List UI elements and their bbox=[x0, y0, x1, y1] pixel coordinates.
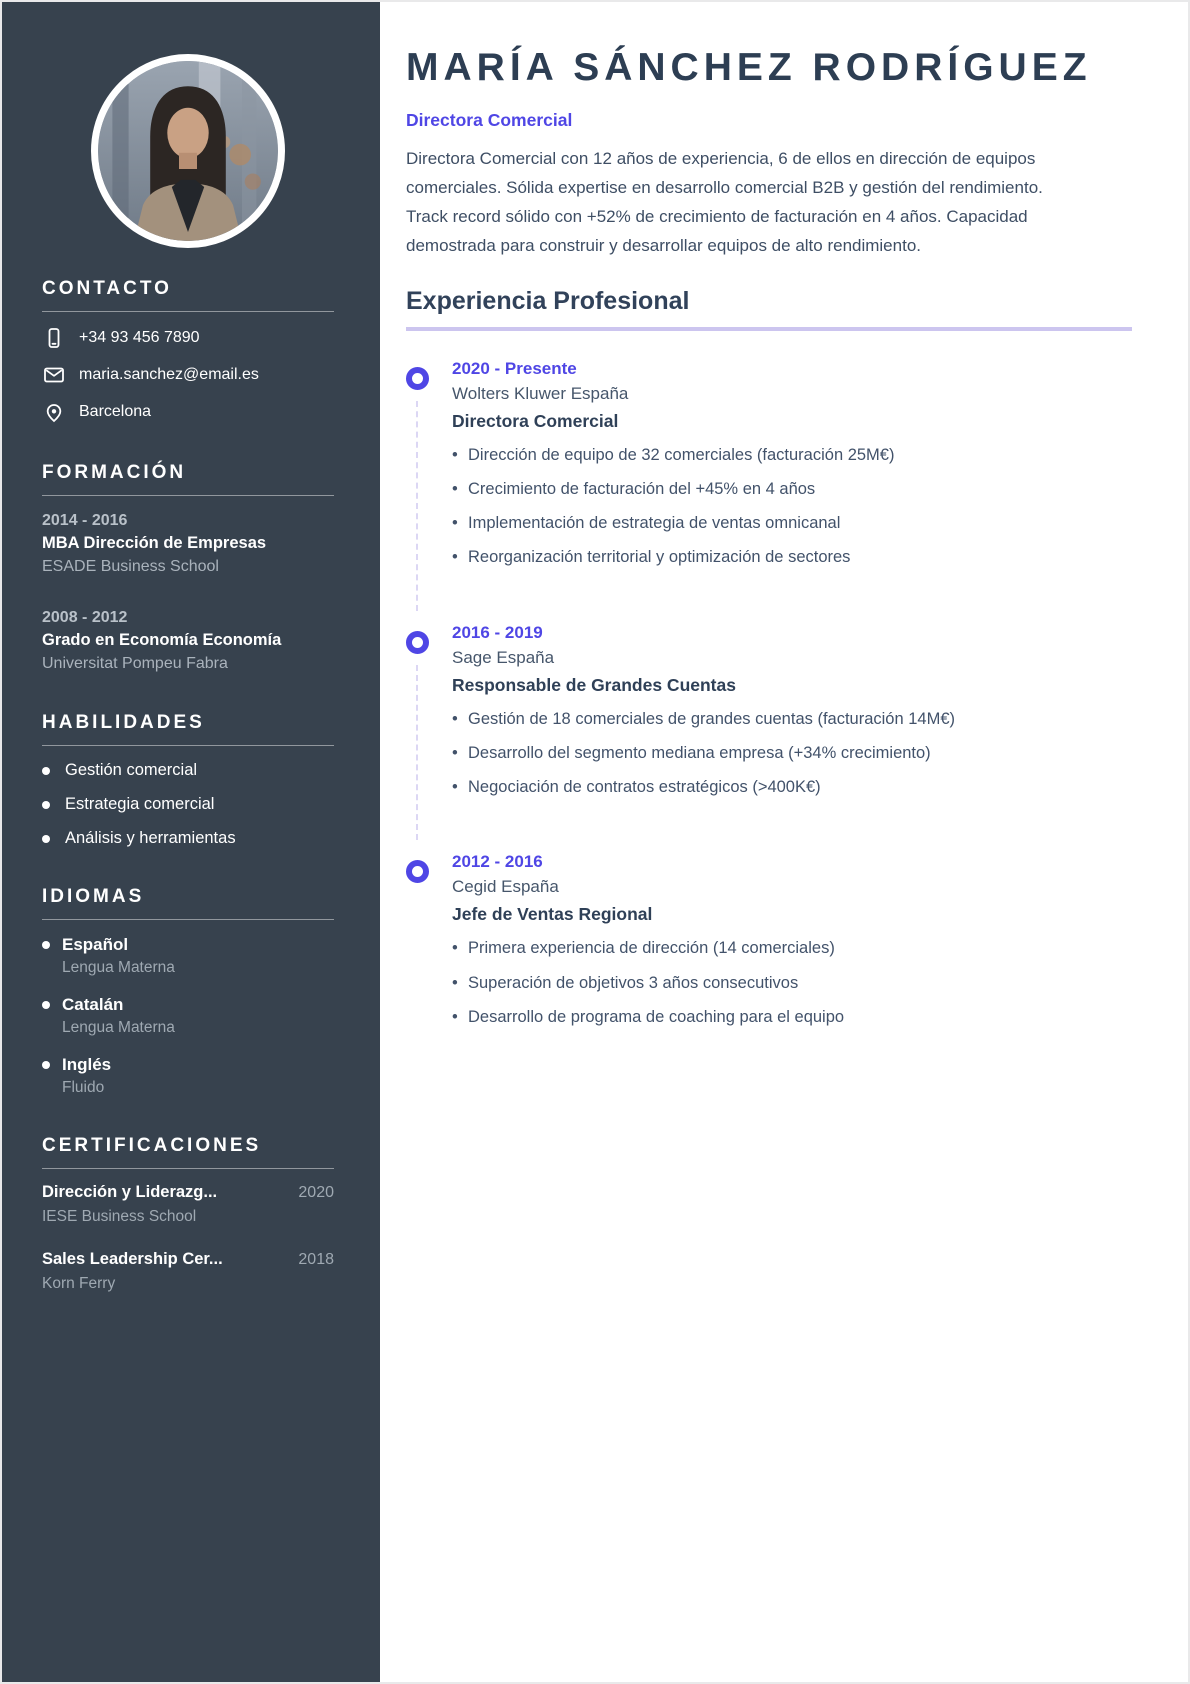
certifications-list bbox=[42, 1183, 334, 1293]
education-item bbox=[42, 510, 334, 577]
experience-heading: Experiencia Profesional bbox=[406, 287, 1132, 331]
divider bbox=[42, 1168, 334, 1169]
skill-item bbox=[42, 829, 334, 848]
language-name: Inglés bbox=[62, 1055, 112, 1074]
divider bbox=[42, 919, 334, 920]
email-icon bbox=[42, 363, 66, 387]
portrait-illustration bbox=[98, 61, 278, 241]
job-bullet: • Crecimiento de facturación del +45% en 4 años bbox=[452, 478, 1132, 500]
language-item bbox=[42, 995, 334, 1037]
location-icon bbox=[42, 400, 66, 424]
contact-list bbox=[42, 326, 334, 424]
education-school: Universitat Pompeu Fabra bbox=[42, 655, 228, 672]
bullet-dot bbox=[42, 801, 50, 809]
certification-issuer: Korn Ferry bbox=[42, 1275, 116, 1292]
experience-entry bbox=[406, 623, 1132, 799]
language-name: Español bbox=[62, 935, 129, 954]
skill-item bbox=[42, 795, 334, 814]
bullet-dot bbox=[42, 767, 50, 775]
contact-section bbox=[42, 278, 334, 424]
language-level: Lengua Materna bbox=[62, 1019, 175, 1036]
bullet-dot bbox=[42, 941, 50, 949]
contact-text: Barcelona bbox=[79, 403, 152, 420]
education-heading: FORMACIÓN bbox=[42, 462, 187, 483]
job-role: Directora Comercial bbox=[452, 410, 619, 431]
skill-item bbox=[42, 761, 334, 780]
job-bullets bbox=[452, 444, 1132, 569]
job-period: 2020 - Presente bbox=[452, 358, 577, 378]
job-period: 2012 - 2016 bbox=[452, 852, 543, 872]
experience-entry bbox=[406, 852, 1132, 1028]
timeline-dot bbox=[406, 367, 429, 390]
education-list bbox=[42, 510, 334, 674]
language-row bbox=[42, 935, 334, 955]
job-bullet: • Implementación de estrategia de ventas omnicanal bbox=[452, 512, 1132, 534]
divider bbox=[42, 495, 334, 496]
job-bullet: • Desarrollo del segmento mediana empresa (+34% crecimiento) bbox=[452, 742, 1132, 764]
job-bullet: • Superación de objetivos 3 años consecutivos bbox=[452, 972, 1132, 994]
timeline-dot bbox=[406, 860, 429, 883]
language-level: Fluido bbox=[62, 1079, 105, 1096]
certifications-section bbox=[42, 1135, 334, 1293]
profile-photo bbox=[91, 54, 285, 248]
language-row bbox=[42, 1055, 334, 1075]
job-role: Responsable de Grandes Cuentas bbox=[452, 674, 736, 695]
job-bullet: • Reorganización territorial y optimización de sectores bbox=[452, 546, 1132, 568]
headline-title: Directora Comercial bbox=[406, 110, 573, 130]
certification-item bbox=[42, 1183, 334, 1226]
divider bbox=[42, 745, 334, 746]
bullet-dot bbox=[42, 1001, 50, 1009]
language-item bbox=[42, 935, 334, 977]
languages-heading: IDIOMAS bbox=[42, 886, 145, 907]
main-content bbox=[380, 2, 1188, 1682]
language-level: Lengua Materna bbox=[62, 959, 175, 976]
certification-year: 2020 bbox=[298, 1184, 334, 1201]
job-bullet: • Negociación de contratos estratégicos (>400K€) bbox=[452, 776, 1132, 798]
skills-section bbox=[42, 712, 334, 848]
skill-label: Análisis y herramientas bbox=[65, 829, 236, 847]
languages-list bbox=[42, 935, 334, 1097]
education-school: ESADE Business School bbox=[42, 558, 219, 575]
person-name: MARÍA SÁNCHEZ RODRÍGUEZ bbox=[406, 46, 1092, 89]
bullet-dot bbox=[42, 835, 50, 843]
experience-entry bbox=[406, 359, 1132, 569]
job-role: Jefe de Ventas Regional bbox=[452, 904, 653, 925]
certifications-heading: CERTIFICACIONES bbox=[42, 1135, 262, 1156]
job-company: Wolters Kluwer España bbox=[452, 383, 629, 403]
sidebar bbox=[2, 2, 380, 1682]
contact-item bbox=[42, 326, 334, 350]
language-name: Catalán bbox=[62, 995, 124, 1014]
contact-item bbox=[42, 363, 334, 387]
skill-label: Estrategia comercial bbox=[65, 795, 215, 813]
education-period: 2014 - 2016 bbox=[42, 512, 128, 529]
skill-label: Gestión comercial bbox=[65, 761, 198, 779]
bullet-dot bbox=[42, 1061, 50, 1069]
summary-text: Directora Comercial con 12 años de experiencia, 6 de ellos en dirección de equipos comerciales. Sólida expertise en desarrollo comercial B2B y gestión del rendimiento. Track record sólido con +52% de crecimiento de facturación en 4 años. Capacidad demostrada para construir y desarrollar equipos de alto rendimiento. bbox=[406, 149, 1043, 255]
divider bbox=[42, 311, 334, 312]
job-bullet: • Gestión de 18 comerciales de grandes cuentas (facturación 14M€) bbox=[452, 708, 1132, 730]
job-company: Sage España bbox=[452, 647, 555, 667]
job-period: 2016 - 2019 bbox=[452, 622, 543, 642]
job-bullet: • Desarrollo de programa de coaching para el equipo bbox=[452, 1006, 1132, 1028]
contact-text: maria.sanchez@email.es bbox=[79, 366, 259, 383]
skills-heading: HABILIDADES bbox=[42, 712, 205, 733]
job-bullet: • Primera experiencia de dirección (14 comerciales) bbox=[452, 937, 1132, 959]
education-period: 2008 - 2012 bbox=[42, 609, 128, 626]
education-section bbox=[42, 462, 334, 674]
contact-heading: CONTACTO bbox=[42, 278, 172, 299]
language-row bbox=[42, 995, 334, 1015]
timeline-dot bbox=[406, 631, 429, 654]
certification-row bbox=[42, 1183, 334, 1202]
contact-text: +34 93 456 7890 bbox=[79, 329, 200, 346]
education-degree: MBA Dirección de Empresas bbox=[42, 534, 267, 552]
languages-section bbox=[42, 886, 334, 1097]
education-degree: Grado en Economía Economía bbox=[42, 631, 282, 649]
skills-list bbox=[42, 761, 334, 848]
language-item bbox=[42, 1055, 334, 1097]
certification-row bbox=[42, 1250, 334, 1269]
certification-name: Sales Leadership Cer... bbox=[42, 1250, 223, 1268]
job-company: Cegid España bbox=[452, 877, 559, 897]
experience-timeline bbox=[406, 359, 1132, 1029]
job-bullets bbox=[452, 937, 1132, 1028]
education-item bbox=[42, 607, 334, 674]
certification-year: 2018 bbox=[298, 1251, 334, 1268]
certification-item bbox=[42, 1250, 334, 1293]
certification-issuer: IESE Business School bbox=[42, 1208, 197, 1225]
job-bullets bbox=[452, 708, 1132, 799]
contact-item bbox=[42, 400, 334, 424]
certification-name: Dirección y Liderazg... bbox=[42, 1183, 218, 1201]
job-bullet: • Dirección de equipo de 32 comerciales (facturación 25M€) bbox=[452, 444, 1132, 466]
phone-icon bbox=[42, 326, 66, 350]
